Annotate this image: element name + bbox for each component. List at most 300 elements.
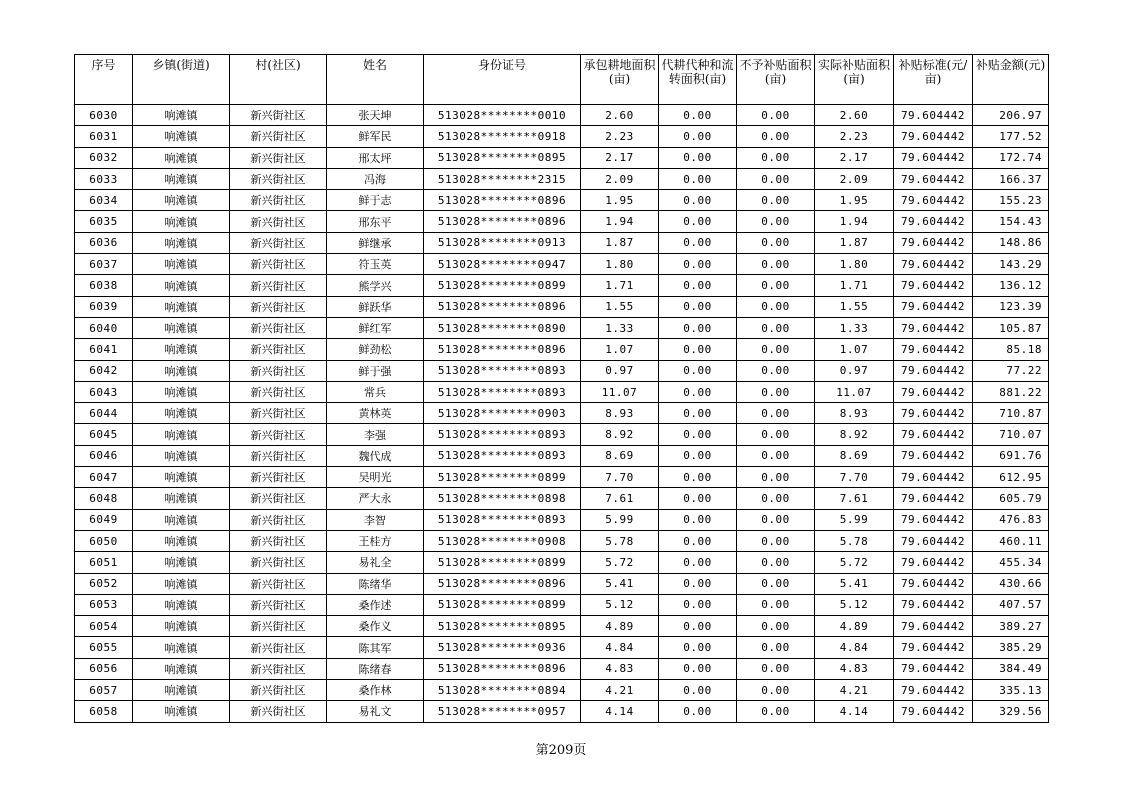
header-subsidy-rate: 补贴标准(元/亩) bbox=[894, 55, 973, 105]
cell-village: 新兴街社区 bbox=[230, 296, 327, 317]
cell-subsidy-rate: 79.604442 bbox=[894, 552, 973, 573]
cell-excluded-area: 0.00 bbox=[737, 701, 815, 722]
cell-actual-area: 4.21 bbox=[815, 680, 894, 701]
cell-seq: 6056 bbox=[75, 658, 133, 679]
header-contract-area: 承包耕地面积(亩) bbox=[581, 55, 659, 105]
cell-id-number: 513028********0894 bbox=[424, 680, 581, 701]
cell-name: 鲜劲松 bbox=[327, 339, 424, 360]
table-row bbox=[75, 147, 1049, 168]
cell-town: 响滩镇 bbox=[133, 254, 230, 275]
cell-town: 响滩镇 bbox=[133, 509, 230, 530]
cell-id-number: 513028********0893 bbox=[424, 509, 581, 530]
cell-contract-area: 4.21 bbox=[581, 680, 659, 701]
cell-contract-area: 2.17 bbox=[581, 147, 659, 168]
cell-transfer-area: 0.00 bbox=[659, 339, 737, 360]
cell-actual-area: 1.71 bbox=[815, 275, 894, 296]
cell-name: 陈绪华 bbox=[327, 573, 424, 594]
cell-village: 新兴街社区 bbox=[230, 339, 327, 360]
header-name: 姓名 bbox=[327, 55, 424, 105]
cell-contract-area: 1.33 bbox=[581, 317, 659, 338]
cell-excluded-area: 0.00 bbox=[737, 232, 815, 253]
cell-actual-area: 0.97 bbox=[815, 360, 894, 381]
cell-subsidy-amount: 143.29 bbox=[973, 254, 1049, 275]
table-row bbox=[75, 594, 1049, 615]
header-town: 乡镇(街道) bbox=[133, 55, 230, 105]
cell-excluded-area: 0.00 bbox=[737, 275, 815, 296]
cell-transfer-area: 0.00 bbox=[659, 317, 737, 338]
cell-actual-area: 5.99 bbox=[815, 509, 894, 530]
cell-town: 响滩镇 bbox=[133, 467, 230, 488]
cell-subsidy-amount: 155.23 bbox=[973, 190, 1049, 211]
cell-contract-area: 1.87 bbox=[581, 232, 659, 253]
cell-contract-area: 4.83 bbox=[581, 658, 659, 679]
cell-transfer-area: 0.00 bbox=[659, 232, 737, 253]
cell-contract-area: 2.09 bbox=[581, 168, 659, 189]
cell-subsidy-rate: 79.604442 bbox=[894, 594, 973, 615]
cell-transfer-area: 0.00 bbox=[659, 360, 737, 381]
cell-subsidy-amount: 77.22 bbox=[973, 360, 1049, 381]
cell-subsidy-rate: 79.604442 bbox=[894, 424, 973, 445]
cell-actual-area: 8.69 bbox=[815, 445, 894, 466]
cell-actual-area: 2.17 bbox=[815, 147, 894, 168]
header-id-number: 身份证号 bbox=[424, 55, 581, 105]
cell-name: 黄林英 bbox=[327, 403, 424, 424]
table-row bbox=[75, 530, 1049, 551]
cell-subsidy-amount: 389.27 bbox=[973, 616, 1049, 637]
cell-contract-area: 7.70 bbox=[581, 467, 659, 488]
cell-subsidy-amount: 105.87 bbox=[973, 317, 1049, 338]
cell-town: 响滩镇 bbox=[133, 168, 230, 189]
cell-town: 响滩镇 bbox=[133, 616, 230, 637]
cell-actual-area: 4.89 bbox=[815, 616, 894, 637]
cell-excluded-area: 0.00 bbox=[737, 467, 815, 488]
cell-village: 新兴街社区 bbox=[230, 317, 327, 338]
cell-name: 冯海 bbox=[327, 168, 424, 189]
cell-name: 鲜于志 bbox=[327, 190, 424, 211]
table-row bbox=[75, 445, 1049, 466]
cell-actual-area: 1.07 bbox=[815, 339, 894, 360]
cell-actual-area: 1.55 bbox=[815, 296, 894, 317]
cell-town: 响滩镇 bbox=[133, 275, 230, 296]
cell-transfer-area: 0.00 bbox=[659, 488, 737, 509]
table-row bbox=[75, 509, 1049, 530]
table-row bbox=[75, 381, 1049, 402]
cell-village: 新兴街社区 bbox=[230, 254, 327, 275]
cell-excluded-area: 0.00 bbox=[737, 488, 815, 509]
cell-town: 响滩镇 bbox=[133, 126, 230, 147]
cell-id-number: 513028********0895 bbox=[424, 616, 581, 637]
cell-name: 邢东平 bbox=[327, 211, 424, 232]
cell-subsidy-amount: 172.74 bbox=[973, 147, 1049, 168]
cell-transfer-area: 0.00 bbox=[659, 211, 737, 232]
cell-subsidy-amount: 384.49 bbox=[973, 658, 1049, 679]
cell-village: 新兴街社区 bbox=[230, 126, 327, 147]
table-row bbox=[75, 552, 1049, 573]
page-number: 第209页 bbox=[535, 743, 587, 758]
cell-village: 新兴街社区 bbox=[230, 552, 327, 573]
cell-excluded-area: 0.00 bbox=[737, 552, 815, 573]
cell-name: 桑作述 bbox=[327, 594, 424, 615]
cell-village: 新兴街社区 bbox=[230, 445, 327, 466]
table-row bbox=[75, 317, 1049, 338]
cell-transfer-area: 0.00 bbox=[659, 126, 737, 147]
cell-contract-area: 4.14 bbox=[581, 701, 659, 722]
cell-excluded-area: 0.00 bbox=[737, 105, 815, 126]
cell-actual-area: 5.41 bbox=[815, 573, 894, 594]
cell-excluded-area: 0.00 bbox=[737, 254, 815, 275]
cell-contract-area: 5.78 bbox=[581, 530, 659, 551]
cell-excluded-area: 0.00 bbox=[737, 509, 815, 530]
cell-actual-area: 8.92 bbox=[815, 424, 894, 445]
cell-subsidy-amount: 385.29 bbox=[973, 637, 1049, 658]
cell-excluded-area: 0.00 bbox=[737, 445, 815, 466]
cell-excluded-area: 0.00 bbox=[737, 147, 815, 168]
cell-village: 新兴街社区 bbox=[230, 424, 327, 445]
cell-village: 新兴街社区 bbox=[230, 509, 327, 530]
cell-actual-area: 4.14 bbox=[815, 701, 894, 722]
cell-seq: 6034 bbox=[75, 190, 133, 211]
cell-subsidy-rate: 79.604442 bbox=[894, 317, 973, 338]
cell-village: 新兴街社区 bbox=[230, 168, 327, 189]
cell-seq: 6050 bbox=[75, 530, 133, 551]
cell-seq: 6053 bbox=[75, 594, 133, 615]
header-excluded-area: 不予补贴面积(亩) bbox=[737, 55, 815, 105]
cell-town: 响滩镇 bbox=[133, 211, 230, 232]
cell-village: 新兴街社区 bbox=[230, 701, 327, 722]
cell-id-number: 513028********0898 bbox=[424, 488, 581, 509]
cell-seq: 6037 bbox=[75, 254, 133, 275]
cell-subsidy-amount: 460.11 bbox=[973, 530, 1049, 551]
cell-name: 常兵 bbox=[327, 381, 424, 402]
cell-subsidy-amount: 166.37 bbox=[973, 168, 1049, 189]
table-row bbox=[75, 105, 1049, 126]
cell-transfer-area: 0.00 bbox=[659, 701, 737, 722]
table-body bbox=[75, 105, 1049, 723]
cell-subsidy-amount: 123.39 bbox=[973, 296, 1049, 317]
cell-excluded-area: 0.00 bbox=[737, 530, 815, 551]
cell-transfer-area: 0.00 bbox=[659, 509, 737, 530]
cell-transfer-area: 0.00 bbox=[659, 424, 737, 445]
cell-excluded-area: 0.00 bbox=[737, 211, 815, 232]
cell-id-number: 513028********0899 bbox=[424, 552, 581, 573]
table-row bbox=[75, 658, 1049, 679]
cell-subsidy-amount: 85.18 bbox=[973, 339, 1049, 360]
cell-subsidy-rate: 79.604442 bbox=[894, 637, 973, 658]
cell-town: 响滩镇 bbox=[133, 147, 230, 168]
cell-seq: 6047 bbox=[75, 467, 133, 488]
table-row bbox=[75, 701, 1049, 722]
cell-contract-area: 8.92 bbox=[581, 424, 659, 445]
table-row bbox=[75, 168, 1049, 189]
cell-subsidy-rate: 79.604442 bbox=[894, 254, 973, 275]
cell-seq: 6031 bbox=[75, 126, 133, 147]
cell-name: 符玉英 bbox=[327, 254, 424, 275]
cell-subsidy-amount: 335.13 bbox=[973, 680, 1049, 701]
header-village: 村(社区) bbox=[230, 55, 327, 105]
cell-subsidy-amount: 407.57 bbox=[973, 594, 1049, 615]
cell-excluded-area: 0.00 bbox=[737, 296, 815, 317]
table-row bbox=[75, 211, 1049, 232]
cell-subsidy-amount: 881.22 bbox=[973, 381, 1049, 402]
cell-actual-area: 2.09 bbox=[815, 168, 894, 189]
table-row bbox=[75, 637, 1049, 658]
cell-transfer-area: 0.00 bbox=[659, 658, 737, 679]
cell-contract-area: 8.93 bbox=[581, 403, 659, 424]
cell-subsidy-rate: 79.604442 bbox=[894, 381, 973, 402]
cell-id-number: 513028********0936 bbox=[424, 637, 581, 658]
cell-village: 新兴街社区 bbox=[230, 275, 327, 296]
cell-excluded-area: 0.00 bbox=[737, 658, 815, 679]
cell-seq: 6039 bbox=[75, 296, 133, 317]
cell-contract-area: 8.69 bbox=[581, 445, 659, 466]
cell-village: 新兴街社区 bbox=[230, 147, 327, 168]
cell-name: 桑作林 bbox=[327, 680, 424, 701]
cell-town: 响滩镇 bbox=[133, 381, 230, 402]
cell-contract-area: 1.71 bbox=[581, 275, 659, 296]
cell-id-number: 513028********0908 bbox=[424, 530, 581, 551]
cell-contract-area: 1.94 bbox=[581, 211, 659, 232]
cell-town: 响滩镇 bbox=[133, 360, 230, 381]
cell-contract-area: 2.23 bbox=[581, 126, 659, 147]
cell-id-number: 513028********0896 bbox=[424, 296, 581, 317]
cell-actual-area: 7.61 bbox=[815, 488, 894, 509]
cell-subsidy-rate: 79.604442 bbox=[894, 403, 973, 424]
cell-subsidy-rate: 79.604442 bbox=[894, 445, 973, 466]
cell-excluded-area: 0.00 bbox=[737, 424, 815, 445]
header-transfer-area: 代耕代种和流转面积(亩) bbox=[659, 55, 737, 105]
cell-subsidy-rate: 79.604442 bbox=[894, 296, 973, 317]
table-row bbox=[75, 616, 1049, 637]
cell-actual-area: 7.70 bbox=[815, 467, 894, 488]
table-row bbox=[75, 275, 1049, 296]
cell-id-number: 513028********0947 bbox=[424, 254, 581, 275]
cell-actual-area: 1.94 bbox=[815, 211, 894, 232]
cell-contract-area: 5.99 bbox=[581, 509, 659, 530]
table-row bbox=[75, 339, 1049, 360]
cell-seq: 6042 bbox=[75, 360, 133, 381]
cell-town: 响滩镇 bbox=[133, 637, 230, 658]
cell-excluded-area: 0.00 bbox=[737, 594, 815, 615]
cell-seq: 6054 bbox=[75, 616, 133, 637]
cell-seq: 6055 bbox=[75, 637, 133, 658]
cell-subsidy-rate: 79.604442 bbox=[894, 488, 973, 509]
cell-seq: 6040 bbox=[75, 317, 133, 338]
cell-seq: 6036 bbox=[75, 232, 133, 253]
cell-contract-area: 7.61 bbox=[581, 488, 659, 509]
cell-town: 响滩镇 bbox=[133, 701, 230, 722]
cell-actual-area: 5.12 bbox=[815, 594, 894, 615]
cell-name: 吴明光 bbox=[327, 467, 424, 488]
cell-name: 王桂方 bbox=[327, 530, 424, 551]
header-subsidy-amount: 补贴金额(元) bbox=[973, 55, 1049, 105]
cell-village: 新兴街社区 bbox=[230, 467, 327, 488]
cell-subsidy-amount: 206.97 bbox=[973, 105, 1049, 126]
cell-town: 响滩镇 bbox=[133, 403, 230, 424]
cell-actual-area: 1.87 bbox=[815, 232, 894, 253]
cell-village: 新兴街社区 bbox=[230, 105, 327, 126]
cell-seq: 6051 bbox=[75, 552, 133, 573]
cell-subsidy-amount: 710.87 bbox=[973, 403, 1049, 424]
cell-name: 鲜军民 bbox=[327, 126, 424, 147]
cell-contract-area: 0.97 bbox=[581, 360, 659, 381]
cell-subsidy-rate: 79.604442 bbox=[894, 680, 973, 701]
cell-transfer-area: 0.00 bbox=[659, 445, 737, 466]
cell-actual-area: 2.23 bbox=[815, 126, 894, 147]
cell-seq: 6052 bbox=[75, 573, 133, 594]
cell-id-number: 513028********0893 bbox=[424, 360, 581, 381]
cell-transfer-area: 0.00 bbox=[659, 254, 737, 275]
cell-seq: 6044 bbox=[75, 403, 133, 424]
cell-actual-area: 1.33 bbox=[815, 317, 894, 338]
cell-name: 桑作义 bbox=[327, 616, 424, 637]
cell-id-number: 513028********0899 bbox=[424, 467, 581, 488]
cell-town: 响滩镇 bbox=[133, 552, 230, 573]
cell-subsidy-amount: 710.07 bbox=[973, 424, 1049, 445]
cell-name: 鲜于强 bbox=[327, 360, 424, 381]
cell-contract-area: 4.89 bbox=[581, 616, 659, 637]
cell-subsidy-amount: 612.95 bbox=[973, 467, 1049, 488]
cell-town: 响滩镇 bbox=[133, 488, 230, 509]
cell-id-number: 513028********0896 bbox=[424, 573, 581, 594]
table-row bbox=[75, 680, 1049, 701]
cell-excluded-area: 0.00 bbox=[737, 317, 815, 338]
cell-seq: 6030 bbox=[75, 105, 133, 126]
cell-village: 新兴街社区 bbox=[230, 594, 327, 615]
cell-town: 响滩镇 bbox=[133, 317, 230, 338]
cell-name: 李强 bbox=[327, 424, 424, 445]
cell-contract-area: 5.72 bbox=[581, 552, 659, 573]
cell-contract-area: 2.60 bbox=[581, 105, 659, 126]
cell-village: 新兴街社区 bbox=[230, 190, 327, 211]
cell-transfer-area: 0.00 bbox=[659, 637, 737, 658]
cell-town: 响滩镇 bbox=[133, 573, 230, 594]
cell-name: 张天坤 bbox=[327, 105, 424, 126]
header-row bbox=[75, 55, 1049, 105]
cell-transfer-area: 0.00 bbox=[659, 573, 737, 594]
cell-name: 陈绪春 bbox=[327, 658, 424, 679]
table-row bbox=[75, 403, 1049, 424]
cell-contract-area: 4.84 bbox=[581, 637, 659, 658]
cell-village: 新兴街社区 bbox=[230, 658, 327, 679]
cell-town: 响滩镇 bbox=[133, 190, 230, 211]
cell-seq: 6049 bbox=[75, 509, 133, 530]
cell-excluded-area: 0.00 bbox=[737, 339, 815, 360]
table-row bbox=[75, 488, 1049, 509]
cell-excluded-area: 0.00 bbox=[737, 190, 815, 211]
cell-town: 响滩镇 bbox=[133, 232, 230, 253]
cell-village: 新兴街社区 bbox=[230, 211, 327, 232]
cell-transfer-area: 0.00 bbox=[659, 680, 737, 701]
cell-excluded-area: 0.00 bbox=[737, 637, 815, 658]
cell-seq: 6048 bbox=[75, 488, 133, 509]
cell-actual-area: 1.95 bbox=[815, 190, 894, 211]
cell-village: 新兴街社区 bbox=[230, 403, 327, 424]
cell-contract-area: 1.55 bbox=[581, 296, 659, 317]
cell-excluded-area: 0.00 bbox=[737, 360, 815, 381]
cell-excluded-area: 0.00 bbox=[737, 126, 815, 147]
cell-town: 响滩镇 bbox=[133, 680, 230, 701]
cell-seq: 6033 bbox=[75, 168, 133, 189]
cell-contract-area: 1.95 bbox=[581, 190, 659, 211]
cell-name: 熊学兴 bbox=[327, 275, 424, 296]
cell-transfer-area: 0.00 bbox=[659, 105, 737, 126]
table-row bbox=[75, 296, 1049, 317]
cell-subsidy-rate: 79.604442 bbox=[894, 190, 973, 211]
cell-transfer-area: 0.00 bbox=[659, 147, 737, 168]
cell-actual-area: 4.83 bbox=[815, 658, 894, 679]
cell-id-number: 513028********0899 bbox=[424, 594, 581, 615]
cell-subsidy-rate: 79.604442 bbox=[894, 339, 973, 360]
cell-actual-area: 11.07 bbox=[815, 381, 894, 402]
cell-subsidy-rate: 79.604442 bbox=[894, 126, 973, 147]
cell-transfer-area: 0.00 bbox=[659, 275, 737, 296]
cell-subsidy-rate: 79.604442 bbox=[894, 658, 973, 679]
cell-id-number: 513028********0890 bbox=[424, 317, 581, 338]
cell-subsidy-amount: 136.12 bbox=[973, 275, 1049, 296]
cell-name: 易礼全 bbox=[327, 552, 424, 573]
cell-transfer-area: 0.00 bbox=[659, 168, 737, 189]
cell-seq: 6057 bbox=[75, 680, 133, 701]
cell-transfer-area: 0.00 bbox=[659, 467, 737, 488]
cell-subsidy-rate: 79.604442 bbox=[894, 701, 973, 722]
cell-town: 响滩镇 bbox=[133, 658, 230, 679]
cell-seq: 6032 bbox=[75, 147, 133, 168]
table-row bbox=[75, 232, 1049, 253]
cell-seq: 6038 bbox=[75, 275, 133, 296]
cell-subsidy-rate: 79.604442 bbox=[894, 105, 973, 126]
cell-id-number: 513028********0918 bbox=[424, 126, 581, 147]
cell-name: 鲜跃华 bbox=[327, 296, 424, 317]
table-row bbox=[75, 573, 1049, 594]
cell-seq: 6058 bbox=[75, 701, 133, 722]
cell-subsidy-rate: 79.604442 bbox=[894, 168, 973, 189]
table-row bbox=[75, 254, 1049, 275]
cell-town: 响滩镇 bbox=[133, 339, 230, 360]
header-seq: 序号 bbox=[75, 55, 133, 105]
cell-town: 响滩镇 bbox=[133, 594, 230, 615]
cell-town: 响滩镇 bbox=[133, 445, 230, 466]
cell-id-number: 513028********0010 bbox=[424, 105, 581, 126]
cell-name: 鲜红军 bbox=[327, 317, 424, 338]
cell-transfer-area: 0.00 bbox=[659, 594, 737, 615]
cell-id-number: 513028********0893 bbox=[424, 424, 581, 445]
cell-village: 新兴街社区 bbox=[230, 381, 327, 402]
cell-contract-area: 1.80 bbox=[581, 254, 659, 275]
cell-transfer-area: 0.00 bbox=[659, 403, 737, 424]
cell-subsidy-amount: 154.43 bbox=[973, 211, 1049, 232]
cell-village: 新兴街社区 bbox=[230, 232, 327, 253]
cell-seq: 6045 bbox=[75, 424, 133, 445]
cell-transfer-area: 0.00 bbox=[659, 190, 737, 211]
cell-id-number: 513028********0895 bbox=[424, 147, 581, 168]
cell-name: 魏代成 bbox=[327, 445, 424, 466]
cell-seq: 6041 bbox=[75, 339, 133, 360]
cell-id-number: 513028********0896 bbox=[424, 211, 581, 232]
cell-transfer-area: 0.00 bbox=[659, 296, 737, 317]
cell-actual-area: 4.84 bbox=[815, 637, 894, 658]
cell-contract-area: 5.41 bbox=[581, 573, 659, 594]
cell-subsidy-rate: 79.604442 bbox=[894, 360, 973, 381]
cell-subsidy-amount: 148.86 bbox=[973, 232, 1049, 253]
cell-subsidy-rate: 79.604442 bbox=[894, 467, 973, 488]
cell-id-number: 513028********0893 bbox=[424, 445, 581, 466]
cell-excluded-area: 0.00 bbox=[737, 381, 815, 402]
cell-actual-area: 8.93 bbox=[815, 403, 894, 424]
cell-transfer-area: 0.00 bbox=[659, 552, 737, 573]
cell-seq: 6043 bbox=[75, 381, 133, 402]
table-row bbox=[75, 126, 1049, 147]
cell-name: 严大永 bbox=[327, 488, 424, 509]
